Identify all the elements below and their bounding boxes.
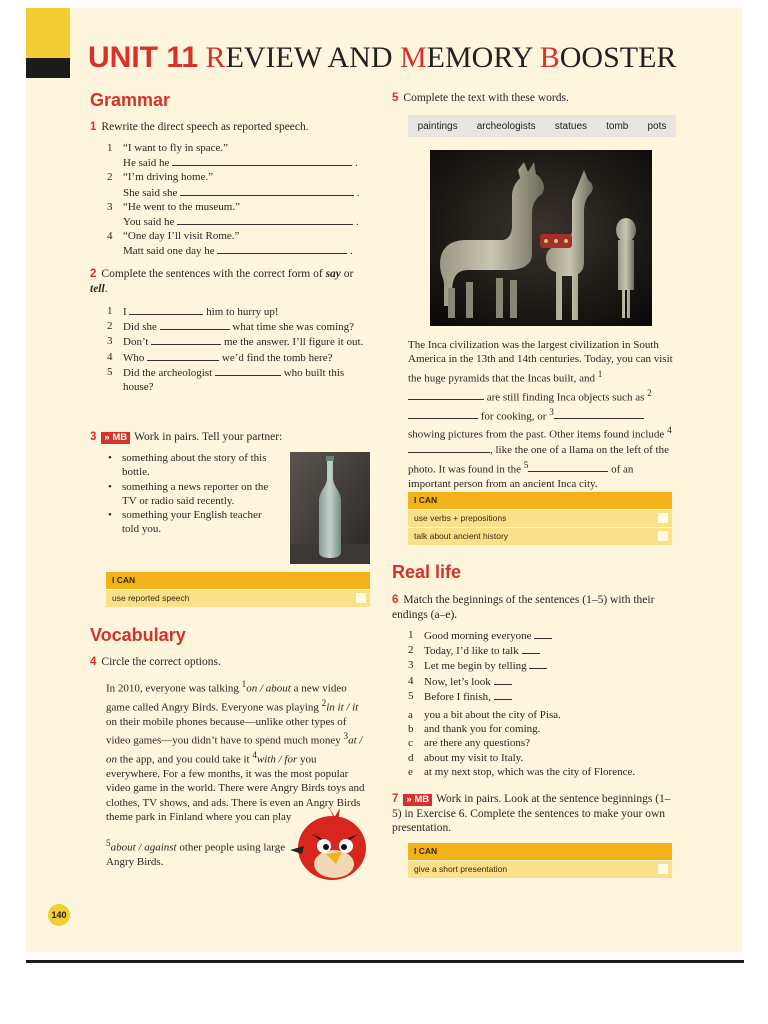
list-item: 4 Now, let’s look xyxy=(408,674,673,689)
answer-blank[interactable] xyxy=(147,350,219,361)
word-bank-item: archeologists xyxy=(476,120,536,132)
inca-llama-statues-photo xyxy=(430,150,652,326)
answer-blank[interactable] xyxy=(151,334,221,345)
mb-badge: » MB xyxy=(101,432,130,444)
list-item: a you a bit about the city of Pisa. xyxy=(408,709,561,721)
ican-checkbox[interactable] xyxy=(356,593,366,603)
answer-blank[interactable] xyxy=(408,442,490,453)
answer-blank[interactable] xyxy=(554,408,644,419)
list-item: 2 Today, I’d like to talk xyxy=(408,643,673,658)
exercise-2-instruction: 2 Complete the sentences with the correct form of say or tell. xyxy=(90,268,354,295)
list-item: 3 “He went to the museum.” xyxy=(107,200,240,213)
exercise-6-beginnings xyxy=(408,628,673,704)
answer-blank[interactable] xyxy=(534,628,552,639)
corner-tab-yellow xyxy=(26,8,70,58)
list-item: 2 Did she what time she was coming? xyxy=(107,320,355,334)
list-item: 1 “I want to fly in space.” xyxy=(107,142,229,154)
exercise-4-text: In 2010, everyone was talking $^1$on / about a new video game called Angry Birds. Everyone was playing $^2$in it / it on their mobile phones because—unlike other types of video games—you didn’t have to spend much money $^3$at / on the app, and you could take it $^4$with / for you everywhere. For a few months, it was the most popular video game in the world. There were Angry Birds toys and clothes, TV shows, and ads. There is even an Angry Birds theme park in Finland where you can play xyxy=(106,679,365,823)
option-choice[interactable]: on / about xyxy=(246,682,291,695)
real-life-heading: Real life xyxy=(392,562,462,582)
list-item: d about my visit to Italy. xyxy=(408,751,524,764)
option-choice[interactable]: in it / it xyxy=(326,701,359,714)
list-item: 3 Don’t me the answer. I’ll figure it out. xyxy=(107,335,364,349)
ican-checkbox[interactable] xyxy=(658,513,668,523)
ican-item: use verbs + prepositions xyxy=(408,509,672,527)
list-item: • something about the story of this bottle. xyxy=(106,451,276,480)
answer-blank[interactable] xyxy=(172,155,352,166)
ican-history xyxy=(408,492,672,545)
bottle-photo xyxy=(290,452,370,564)
vocabulary-heading: Vocabulary xyxy=(90,625,186,645)
list-item: • something a news reporter on the TV or radio said recently. xyxy=(106,480,276,509)
ican-item: talk about ancient history xyxy=(408,527,672,545)
exercise-1-instruction: 1 Rewrite the direct speech as reported speech. xyxy=(90,121,309,133)
list-item: b and thank you for coming. xyxy=(408,723,541,736)
list-item: 1 I him to hurry up! xyxy=(107,305,279,318)
answer-blank[interactable] xyxy=(494,674,512,685)
word-bank xyxy=(408,115,676,137)
exercise-5-instruction: 5 Complete the text with these words. xyxy=(392,92,569,104)
ican-grammar xyxy=(106,572,370,607)
list-item: • something your English teacher told you. xyxy=(106,508,276,537)
list-item: 5 Before I finish, xyxy=(408,689,673,704)
ican-checkbox[interactable] xyxy=(658,864,668,874)
list-item: 3 Let me begin by telling xyxy=(408,658,673,673)
exercise-3-instruction: 3 » MB Work in pairs. Tell your partner: xyxy=(90,431,283,443)
grammar-heading: Grammar xyxy=(90,90,171,110)
exercise-5-text: The Inca civilization was the largest civilization in South America in the 13th and 14th centuries. Today, you can visit the huge pyramids that the Incas built, and $^1$ are still finding Inca objects such as $^2$ for cooking, or $^3$ showing pictures from the past. Other items found include $^4$, like the one of a llama on the left of the photo. It was found in the $^5$ of an important person from an ancient Inca city. xyxy=(408,339,673,490)
unit-title: UNIT 11 REVIEW AND MEMORY BOOSTER xyxy=(88,41,677,74)
word-bank-item: tomb xyxy=(606,120,629,132)
list-item: 1 Good morning everyone xyxy=(408,628,673,643)
list-item: 2 “I’m driving home.” xyxy=(107,171,214,184)
list-item: c are there any questions? xyxy=(408,737,530,750)
answer-blank[interactable] xyxy=(529,658,547,669)
mb-badge: » MB xyxy=(403,794,432,806)
exercise-4-text-end: $^5$about / against other people using large Angry Birds. xyxy=(106,838,286,868)
exercise-6-endings xyxy=(408,708,676,779)
exercise-6-instruction: 6 Match the beginnings of the sentences (1–5) with their endings (a–e). xyxy=(392,594,655,621)
list-item: 4 Who we’d find the tomb here? xyxy=(107,350,333,364)
option-choice[interactable]: at / on xyxy=(106,734,363,766)
answer-blank[interactable] xyxy=(528,461,608,472)
ican-header: I CAN xyxy=(408,492,672,509)
angry-bird-illustration xyxy=(288,800,374,886)
ican-item: use reported speech xyxy=(106,589,370,607)
list-item: She said she . xyxy=(123,186,360,199)
answer-blank[interactable] xyxy=(408,408,478,419)
corner-tab-black xyxy=(26,58,70,78)
list-item: 4 “One day I’ll visit Rome.” xyxy=(107,230,240,243)
answer-blank[interactable] xyxy=(129,304,203,315)
ican-header: I CAN xyxy=(106,572,370,589)
answer-blank[interactable] xyxy=(522,643,540,654)
answer-blank[interactable] xyxy=(217,243,347,254)
ican-checkbox[interactable] xyxy=(658,531,668,541)
ican-presentation xyxy=(408,843,672,878)
exercise-7-instruction: 7 » MB Work in pairs. Look at the sentence beginnings (1–5) in Exercise 6. Complete the sentences to make your own presentation. xyxy=(392,793,671,834)
ican-header: I CAN xyxy=(408,843,672,860)
list-item: Matt said one day he . xyxy=(123,245,353,258)
word-bank-item: pots xyxy=(647,120,667,132)
word-bank-item: paintings xyxy=(417,120,458,132)
ican-item: give a short presentation xyxy=(408,860,672,878)
answer-blank[interactable] xyxy=(177,214,353,225)
option-choice[interactable]: with / for xyxy=(256,753,298,766)
list-item: e at my next stop, which was the city of Florence. xyxy=(408,765,636,778)
answer-blank[interactable] xyxy=(215,365,281,376)
answer-blank[interactable] xyxy=(180,185,354,196)
exercise-2-list xyxy=(107,304,372,394)
list-item: He said he . xyxy=(123,157,358,170)
answer-blank[interactable] xyxy=(160,319,230,330)
exercise-4-instruction: 4 Circle the correct options. xyxy=(90,656,221,668)
exercise-1-list xyxy=(107,141,372,259)
list-item: You said he . xyxy=(123,216,359,229)
exercise-3-bullets xyxy=(106,451,276,537)
bottom-rule xyxy=(26,960,744,963)
page-number: 140 xyxy=(48,904,70,926)
option-choice[interactable]: about / against xyxy=(110,841,177,854)
answer-blank[interactable] xyxy=(408,389,484,400)
list-item: 5 Did the archeologist who built this house? xyxy=(107,365,345,394)
word-bank-item: statues xyxy=(554,120,588,132)
answer-blank[interactable] xyxy=(494,689,512,700)
